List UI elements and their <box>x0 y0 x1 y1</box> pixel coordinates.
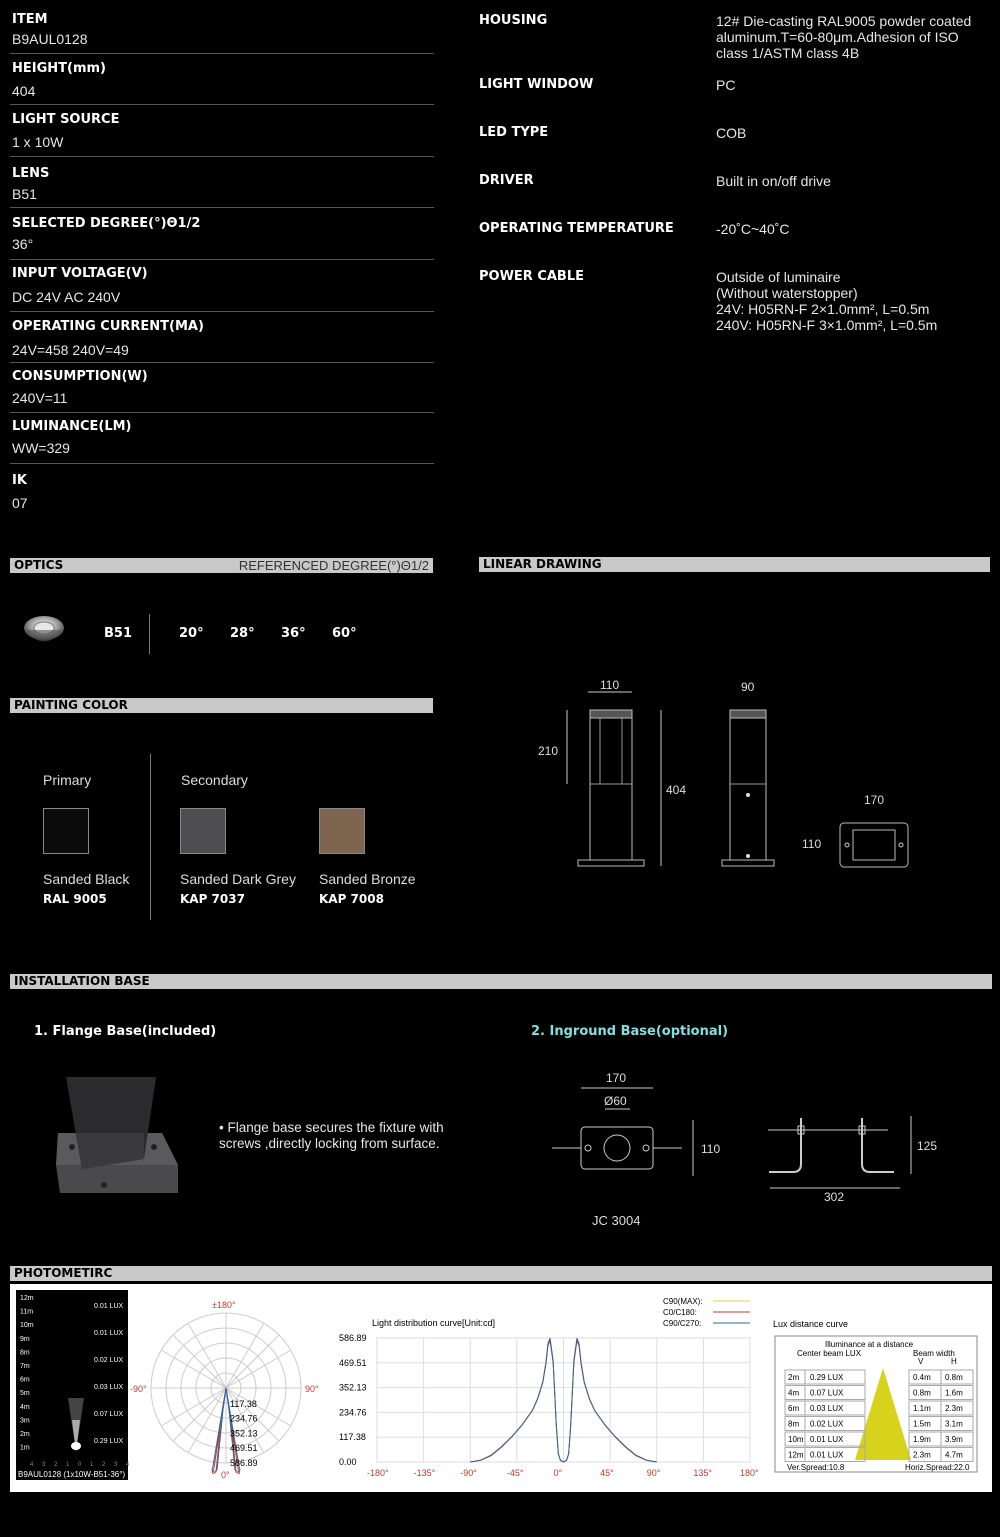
housing-line: class 1/ASTM class 4B <box>716 45 860 61</box>
inground-model: JC 3004 <box>592 1213 641 1228</box>
legend-label: C90(MAX): <box>663 1297 703 1306</box>
lux-col-v: V <box>918 1357 924 1366</box>
dim-inground-height: 125 <box>917 1139 938 1153</box>
spec-label-luminance: LUMINANCE(LM) <box>12 419 132 434</box>
lux-row-v: 1.5m <box>913 1419 931 1429</box>
lux-row-distance: 8m <box>788 1419 800 1429</box>
color-name: Sanded Black <box>43 871 130 887</box>
painting-color-section-bar <box>10 698 433 713</box>
y-tick-label: 352.13 <box>339 1382 367 1393</box>
cone-lux-label: 0.01 LUX <box>94 1330 124 1337</box>
cone-distance-label: 7m <box>20 1363 30 1370</box>
spec-value-height: 404 <box>12 83 36 99</box>
x-tick-label: -45° <box>506 1468 524 1478</box>
x-tick-label: 135° <box>693 1468 712 1478</box>
lux-col-h: H <box>951 1357 957 1366</box>
optics-section-bar <box>10 558 433 573</box>
x-tick-label: 45° <box>600 1468 614 1478</box>
power-cable-line: Outside of luminaire <box>716 269 841 285</box>
color-name: Sanded Bronze <box>319 871 416 887</box>
divider <box>10 156 434 157</box>
spec-label-consumption: CONSUMPTION(W) <box>12 369 148 384</box>
spec-value-item: B9AUL0128 <box>12 31 88 47</box>
spec-value-driver: Built in on/off drive <box>716 173 831 189</box>
cone-scale-label: 1 <box>90 1462 94 1468</box>
divider <box>10 259 434 260</box>
inground-base-drawing <box>548 1068 948 1208</box>
spec-label-lens: LENS <box>12 166 50 181</box>
cone-distance-label: 4m <box>20 1403 30 1411</box>
power-cable-line: 240V: H05RN-F 3×1.0mm², L=0.5m <box>716 317 938 333</box>
lux-distance-panel <box>765 1314 987 1476</box>
housing-line: aluminum.T=60-80μm.Adhesion of ISO <box>716 29 959 45</box>
spec-label-selected-degree: SELECTED DEGREE(°)Θ1/2 <box>12 216 201 231</box>
spec-label-driver: DRIVER <box>479 173 534 188</box>
spec-value-power-cable <box>716 269 937 333</box>
cone-scale-label: 4 <box>30 1462 34 1468</box>
cone-scale-label: 0 <box>78 1462 82 1468</box>
spec-label-led-type: LED TYPE <box>479 125 549 140</box>
lux-row-h: 4.7m <box>945 1450 963 1460</box>
optics-degree-option: 20° <box>179 626 204 641</box>
linear-drawing-title: LINEAR DRAWING <box>483 557 602 571</box>
lux-row-value: 0.03 LUX <box>810 1404 844 1413</box>
cone-distance-label: 2m <box>20 1431 30 1438</box>
lux-row-h: 3.1m <box>945 1419 963 1429</box>
spec-label-housing: HOUSING <box>479 13 548 28</box>
cone-distance-label: 11m <box>20 1308 34 1316</box>
lux-row-v: 0.4m <box>913 1373 931 1382</box>
spec-value-luminance: WW=329 <box>12 440 70 456</box>
linear-drawing <box>530 670 930 880</box>
chart-legend <box>663 1297 750 1328</box>
lux-col-center: Center beam LUX <box>797 1349 862 1358</box>
divider <box>10 311 434 312</box>
cone-scale-label: 3 <box>114 1462 118 1468</box>
lux-row-v: 0.8m <box>913 1388 931 1398</box>
lux-row-distance: 2m <box>788 1373 800 1382</box>
flange-base-image <box>54 1075 184 1197</box>
photometric-title: PHOTOMETIRC <box>14 1266 113 1280</box>
y-tick-label: 469.51 <box>339 1357 367 1368</box>
spec-label-ik: IK <box>12 473 27 488</box>
spec-value-input-voltage: DC 24V AC 240V <box>12 289 121 305</box>
polar-label-bottom: 0° <box>221 1470 230 1480</box>
polar-ring-label: 586.89 <box>230 1457 258 1468</box>
cone-scale-label: 1 <box>66 1462 70 1468</box>
color-swatch-black[interactable] <box>43 808 89 854</box>
divider <box>10 412 434 413</box>
x-tick-label: 180° <box>740 1468 759 1478</box>
lux-row-v: 1.1m <box>913 1404 931 1413</box>
polar-ring-label: 234.76 <box>230 1413 258 1424</box>
lux-row-h: 2.3m <box>945 1404 963 1413</box>
legend-label: C90/C270: <box>663 1319 702 1328</box>
spec-value-consumption: 240V=11 <box>12 390 68 406</box>
cone-distance-label: 3m <box>20 1417 30 1425</box>
spec-value-lens: B51 <box>12 186 37 202</box>
installation-title: INSTALLATION BASE <box>14 974 150 988</box>
lux-table-title: Lux distance curve <box>773 1319 849 1329</box>
divider <box>10 207 434 208</box>
cone-distance-label: 1m <box>20 1444 30 1452</box>
flange-description <box>219 1120 444 1152</box>
lux-row-value: 0.01 LUX <box>810 1450 844 1460</box>
cone-distance-label: 8m <box>20 1349 30 1357</box>
spec-value-ik: 07 <box>12 495 28 511</box>
spec-value-operating-temperature: -20˚C~40˚C <box>716 221 790 237</box>
beam-cone-panel <box>16 1290 128 1480</box>
linear-drawing-section-bar <box>479 557 990 572</box>
chart-title: Light distribution curve[Unit:cd] <box>372 1318 496 1328</box>
cone-distance-label: 5m <box>20 1390 30 1398</box>
lux-row-v: 1.9m <box>913 1435 931 1444</box>
spec-value-led-type: COB <box>716 125 747 141</box>
polar-label-top: ±180° <box>212 1300 236 1310</box>
dim-inground-width: 110 <box>701 1142 721 1156</box>
polar-label-left: -90° <box>130 1384 147 1394</box>
optics-lens-name: B51 <box>104 626 132 641</box>
lux-row-h: 1.6m <box>945 1388 963 1398</box>
color-code: RAL 9005 <box>43 892 107 906</box>
divider <box>10 53 434 54</box>
spec-label-power-cable: POWER CABLE <box>479 269 585 284</box>
flange-description-line: • Flange base secures the fixture with <box>219 1120 444 1135</box>
optics-referenced-degree-label: REFERENCED DEGREE(°)Θ1/2 <box>238 558 429 573</box>
polar-ring-label: 469.51 <box>230 1443 258 1454</box>
lux-row-distance: 6m <box>788 1404 800 1413</box>
lens-icon <box>22 613 66 653</box>
dim-total-height: 404 <box>666 783 687 797</box>
cone-scale-label: 4 <box>126 1462 130 1468</box>
cone-distance-label: 12m <box>20 1295 34 1302</box>
lux-col-beam: Beam width <box>913 1349 955 1358</box>
cone-scale-label: 2 <box>102 1462 106 1468</box>
lux-row-value: 0.02 LUX <box>810 1419 844 1429</box>
cone-lux-label: 0.02 LUX <box>94 1357 124 1364</box>
lux-hor-spread: Horiz.Spread:22.0 <box>905 1463 970 1472</box>
divider <box>10 463 434 464</box>
optics-degree-option: 36° <box>281 626 306 641</box>
painting-divider <box>150 754 151 920</box>
divider <box>10 362 434 363</box>
light-distribution-chart <box>335 1290 760 1482</box>
cone-lux-label: 0.07 LUX <box>94 1411 124 1418</box>
x-tick-label: -135° <box>413 1468 436 1478</box>
x-tick-label: -90° <box>460 1468 477 1478</box>
lux-row-h: 0.8m <box>945 1373 963 1382</box>
optics-divider <box>149 614 150 654</box>
color-code: KAP 7008 <box>319 892 384 906</box>
spec-value-selected-degree: 36° <box>12 236 34 252</box>
spec-label-height: HEIGHT(mm) <box>12 61 106 76</box>
chart-y-ticks <box>339 1333 367 1467</box>
installation-section-bar <box>10 974 992 989</box>
y-tick-label: 117.38 <box>339 1432 366 1443</box>
lux-row-value: 0.29 LUX <box>810 1373 844 1382</box>
flange-base-title: 1. Flange Base(included) <box>34 1024 217 1039</box>
inground-base-title: 2. Inground Base(optional) <box>531 1024 729 1039</box>
spec-label-operating-temperature: OPERATING TEMPERATURE <box>479 221 674 236</box>
painting-color-title: PAINTING COLOR <box>14 698 128 712</box>
color-code: KAP 7037 <box>180 892 245 906</box>
primary-label: Primary <box>43 772 92 788</box>
dim-base-width: 110 <box>802 837 822 851</box>
polar-ring-label: 352.13 <box>230 1428 258 1439</box>
x-tick-label: 0° <box>553 1468 563 1478</box>
lux-row-v: 2.3m <box>913 1450 931 1460</box>
dim-inground-diameter: Ø60 <box>604 1094 627 1108</box>
color-swatch-dark-grey[interactable] <box>180 808 226 854</box>
lux-row-value: 0.07 LUX <box>810 1388 844 1398</box>
housing-line: 12# Die-casting RAL9005 powder coated <box>716 13 972 29</box>
dim-side-width: 90 <box>741 680 755 694</box>
cone-lux-label: 0.01 LUX <box>94 1303 124 1310</box>
cone-distance-label: 10m <box>20 1322 34 1330</box>
spec-label-light-source: LIGHT SOURCE <box>12 112 120 127</box>
y-tick-label: 234.76 <box>339 1407 367 1418</box>
chart-x-ticks <box>367 1468 759 1478</box>
lux-row-distance: 12m <box>788 1450 804 1460</box>
dim-window-height: 210 <box>538 744 559 758</box>
cone-scale-label: 2 <box>54 1462 58 1468</box>
spec-value-light-window: PC <box>716 77 736 93</box>
power-cable-line: (Without waterstopper) <box>716 285 858 301</box>
lux-row-value: 0.01 LUX <box>810 1435 844 1444</box>
polar-ring-label: 117.38 <box>230 1399 257 1409</box>
optics-degree-option: 28° <box>230 626 255 641</box>
flange-description-line: screws ,directly locking from surface. <box>219 1136 440 1151</box>
dim-front-width: 110 <box>600 678 620 692</box>
dim-inground-span: 302 <box>824 1190 845 1204</box>
dim-inground-length: 170 <box>606 1071 627 1085</box>
x-tick-label: -180° <box>367 1468 389 1478</box>
chart-grid <box>377 1338 750 1462</box>
spec-label-light-window: LIGHT WINDOW <box>479 77 594 92</box>
lux-ver-spread: Ver.Spread:10.8 <box>787 1463 845 1472</box>
dim-base-length: 170 <box>864 793 885 807</box>
secondary-label: Secondary <box>181 772 248 788</box>
photometric-section-bar <box>10 1266 992 1281</box>
cone-scale-label: 3 <box>42 1462 46 1468</box>
y-tick-label: 586.89 <box>339 1333 367 1343</box>
x-tick-label: 90° <box>646 1468 661 1478</box>
spec-value-light-source: 1 x 10W <box>12 134 64 150</box>
cone-caption: B9AUL0128 (1x10W-B51-36°) <box>18 1470 126 1479</box>
color-swatch-bronze[interactable] <box>319 808 365 854</box>
cone-distance-label: 9m <box>20 1335 30 1343</box>
power-cable-line: 24V: H05RN-F 2×1.0mm², L=0.5m <box>716 301 930 317</box>
polar-ring-labels <box>230 1399 258 1468</box>
cone-lux-label: 0.29 LUX <box>94 1438 124 1445</box>
legend-label: C0/C180: <box>663 1308 697 1317</box>
color-name: Sanded Dark Grey <box>180 871 296 887</box>
optics-degree-option: 60° <box>332 626 357 641</box>
lux-row-distance: 4m <box>788 1388 800 1398</box>
cone-scale-labels <box>30 1462 130 1468</box>
spec-label-input-voltage: INPUT VOLTAGE(V) <box>12 266 148 281</box>
cone-distance-label: 6m <box>20 1376 30 1384</box>
divider <box>10 104 434 105</box>
optics-title: OPTICS <box>14 558 64 572</box>
spec-label-item: ITEM <box>12 12 48 27</box>
cone-lux-label: 0.03 LUX <box>94 1384 124 1391</box>
lux-table-header: Illuminance at a distance <box>825 1340 914 1349</box>
y-tick-label: 0.00 <box>339 1457 357 1467</box>
lux-row-distance: 10m <box>788 1435 804 1444</box>
spec-label-operating-current: OPERATING CURRENT(MA) <box>12 319 204 334</box>
polar-chart <box>130 1292 330 1484</box>
spec-value-operating-current: 24V=458 240V=49 <box>12 342 129 358</box>
spec-value-housing <box>716 13 971 61</box>
lux-row-h: 3.9m <box>945 1435 963 1444</box>
polar-label-right: 90° <box>305 1384 319 1394</box>
